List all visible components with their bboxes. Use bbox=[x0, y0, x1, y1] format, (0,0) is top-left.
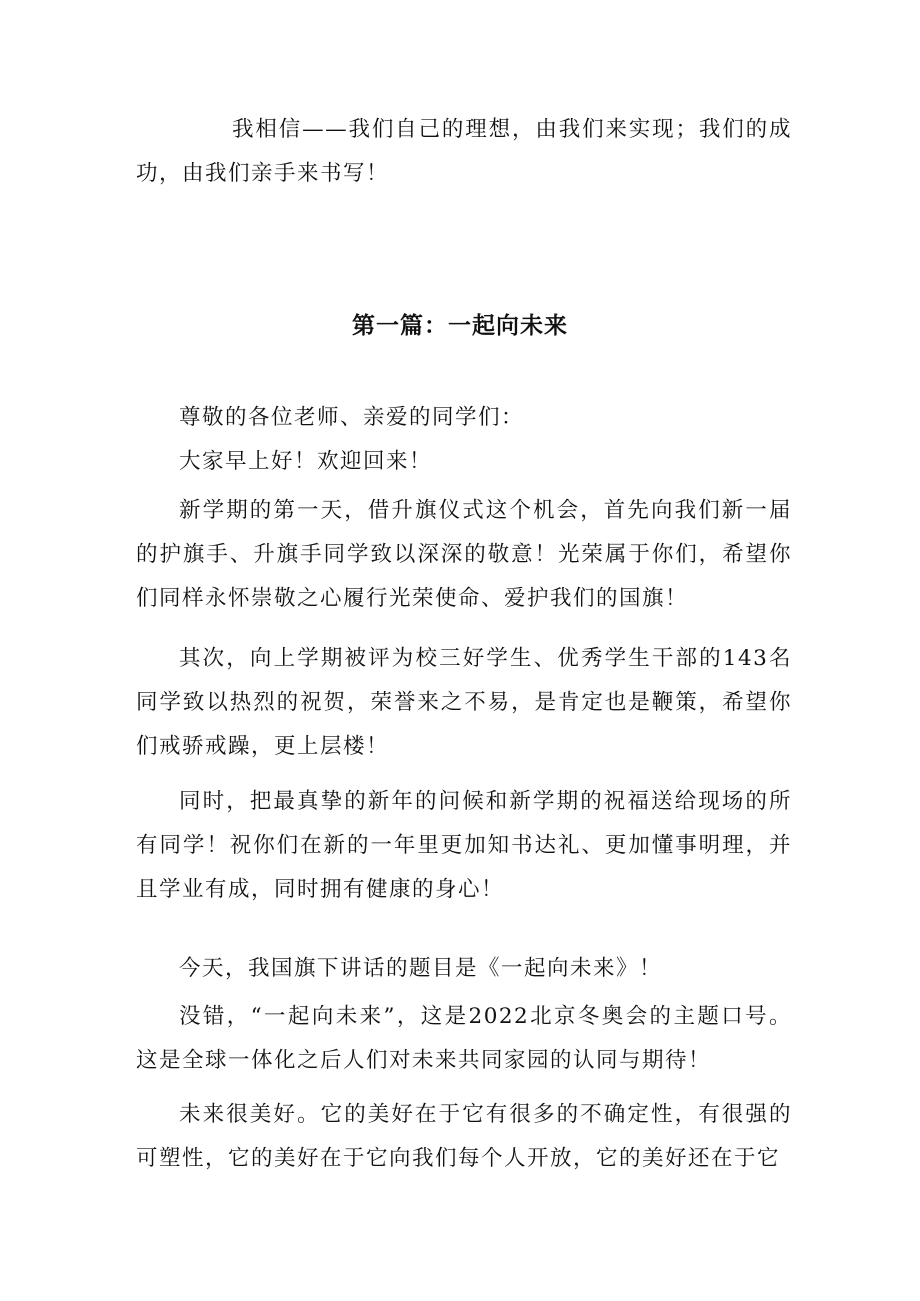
body-paragraph-flag-guards: 新学期的第一天，借升旗仪式这个机会，首先向我们新一届的护旗手、升旗手同学致以深深的敬意！光荣属于你们，希望你们同样永怀崇敬之心履行光荣使命、爱护我们的国旗！ bbox=[136, 498, 792, 611]
body-paragraph-future: 未来很美好。它的美好在于它有很多的不确定性，有很强的可塑性，它的美好在于它向我们每个人开放，它的美好还在于它 bbox=[136, 1102, 792, 1171]
body-paragraph-students: 其次，向上学期被评为校三好学生、优秀学生干部的143名同学致以热烈的祝贺，荣誉来之不易，是肯定也是鞭策，希望你们戒骄戒躁，更上层楼！ bbox=[136, 646, 792, 759]
body-paragraph-slogan: 没错，“一起向未来”，这是2022北京冬奥会的主题口号。这是全球一体化之后人们对未来共同家园的认同与期待！ bbox=[136, 1004, 792, 1073]
greeting-paragraph: 大家早上好！欢迎回来！ bbox=[179, 449, 433, 474]
salutation-paragraph: 尊敬的各位老师、亲爱的同学们： bbox=[179, 405, 525, 430]
section-title: 第一篇：一起向未来 bbox=[352, 313, 568, 339]
intro-paragraph: 我相信——我们自己的理想，由我们来实现；我们的成功，由我们亲手来书写！ bbox=[136, 117, 792, 186]
body-paragraph-greetings: 同时，把最真挚的新年的问候和新学期的祝福送给现场的所有同学！祝你们在新的一年里更加知书达礼、更加懂事明理，并且学业有成，同时拥有健康的身心！ bbox=[136, 789, 792, 902]
body-paragraph-topic: 今天，我国旗下讲话的题目是《一起向未来》！ bbox=[179, 956, 663, 981]
